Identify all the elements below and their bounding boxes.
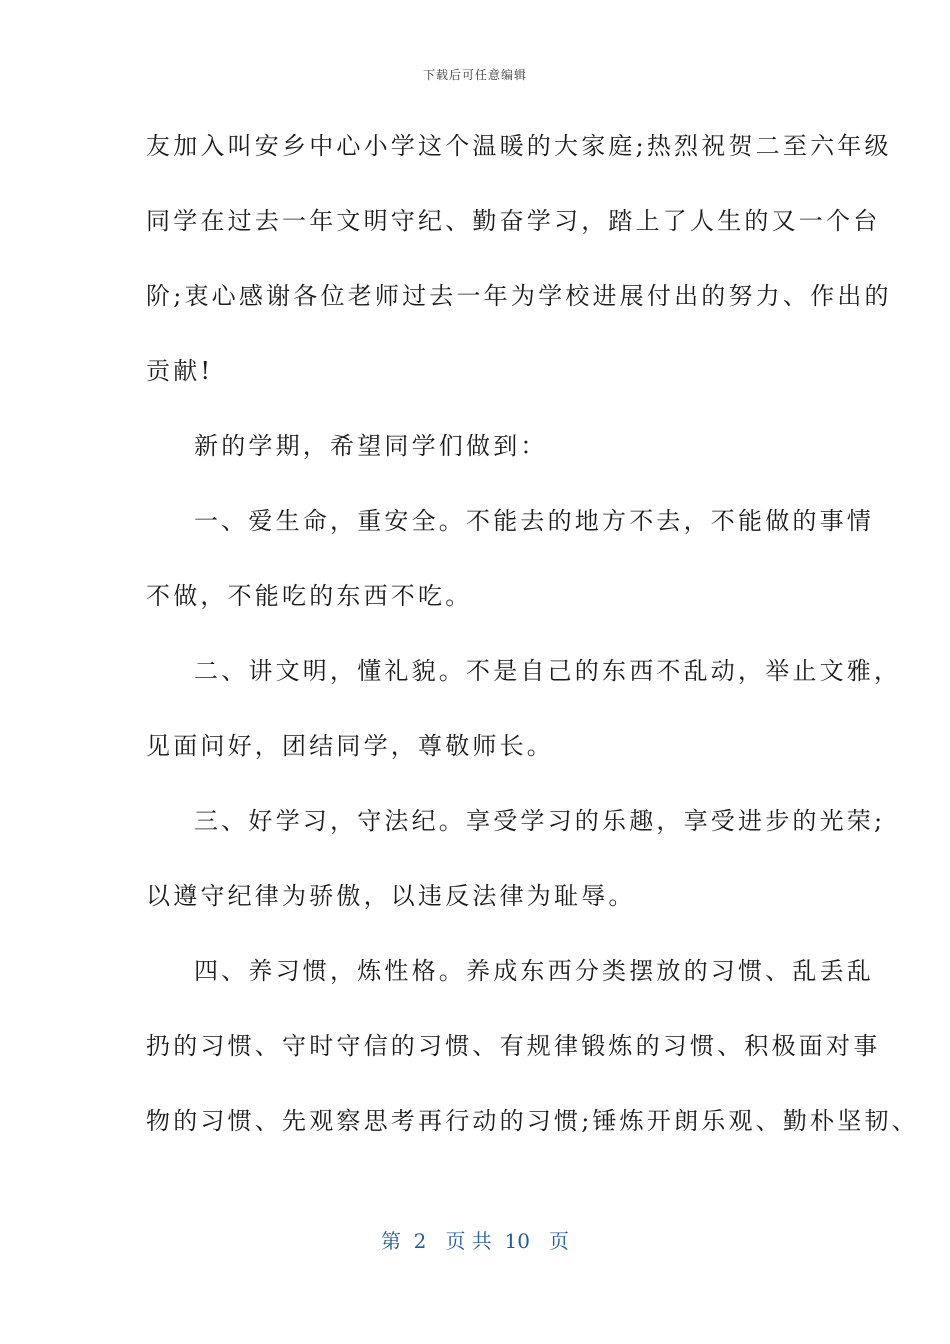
- paragraph-line: 同学在过去一年文明守纪、勤奋学习，踏上了人生的又一个台: [146, 207, 881, 235]
- paragraph-line: 三、好学习，守法纪。享受学习的乐趣，享受进步的光荣;: [194, 807, 886, 835]
- paragraph-line: 以遵守纪律为骄傲，以违反法律为耻辱。: [146, 882, 636, 910]
- paragraph-line: 物的习惯、先观察思考再行动的习惯;锤炼开朗乐观、勤朴坚韧、: [146, 1107, 919, 1135]
- paragraph-line: 扔的习惯、守时守信的习惯、有规律锻炼的习惯、积极面对事: [146, 1032, 881, 1060]
- paragraph-line: 不做，不能吃的东西不吃。: [146, 582, 473, 610]
- paragraph-line: 二、讲文明，懂礼貌。不是自己的东西不乱动，举止文雅，: [194, 657, 902, 685]
- page-number: 第 2 页 共 10 页: [380, 1229, 570, 1253]
- paragraph-line: 四、养习惯，炼性格。养成东西分类摆放的习惯、乱丢乱: [194, 957, 874, 985]
- paragraph-line: 新的学期，希望同学们做到：: [194, 432, 548, 460]
- document-body: [146, 126, 919, 1176]
- paragraph-line: 一、爱生命，重安全。不能去的地方不去，不能做的事情: [194, 507, 874, 535]
- paragraph-line: 见面问好，团结同学，尊敬师长。: [146, 732, 554, 760]
- paragraph-line: 友加入叫安乡中心小学这个温暖的大家庭;热烈祝贺二至六年级: [146, 132, 892, 160]
- paragraph-line: 阶;衷心感谢各位老师过去一年为学校进展付出的努力、作出的: [146, 282, 892, 310]
- paragraph-line: 贡献!: [146, 357, 214, 385]
- header-note: 下载后可任意编辑: [422, 68, 527, 82]
